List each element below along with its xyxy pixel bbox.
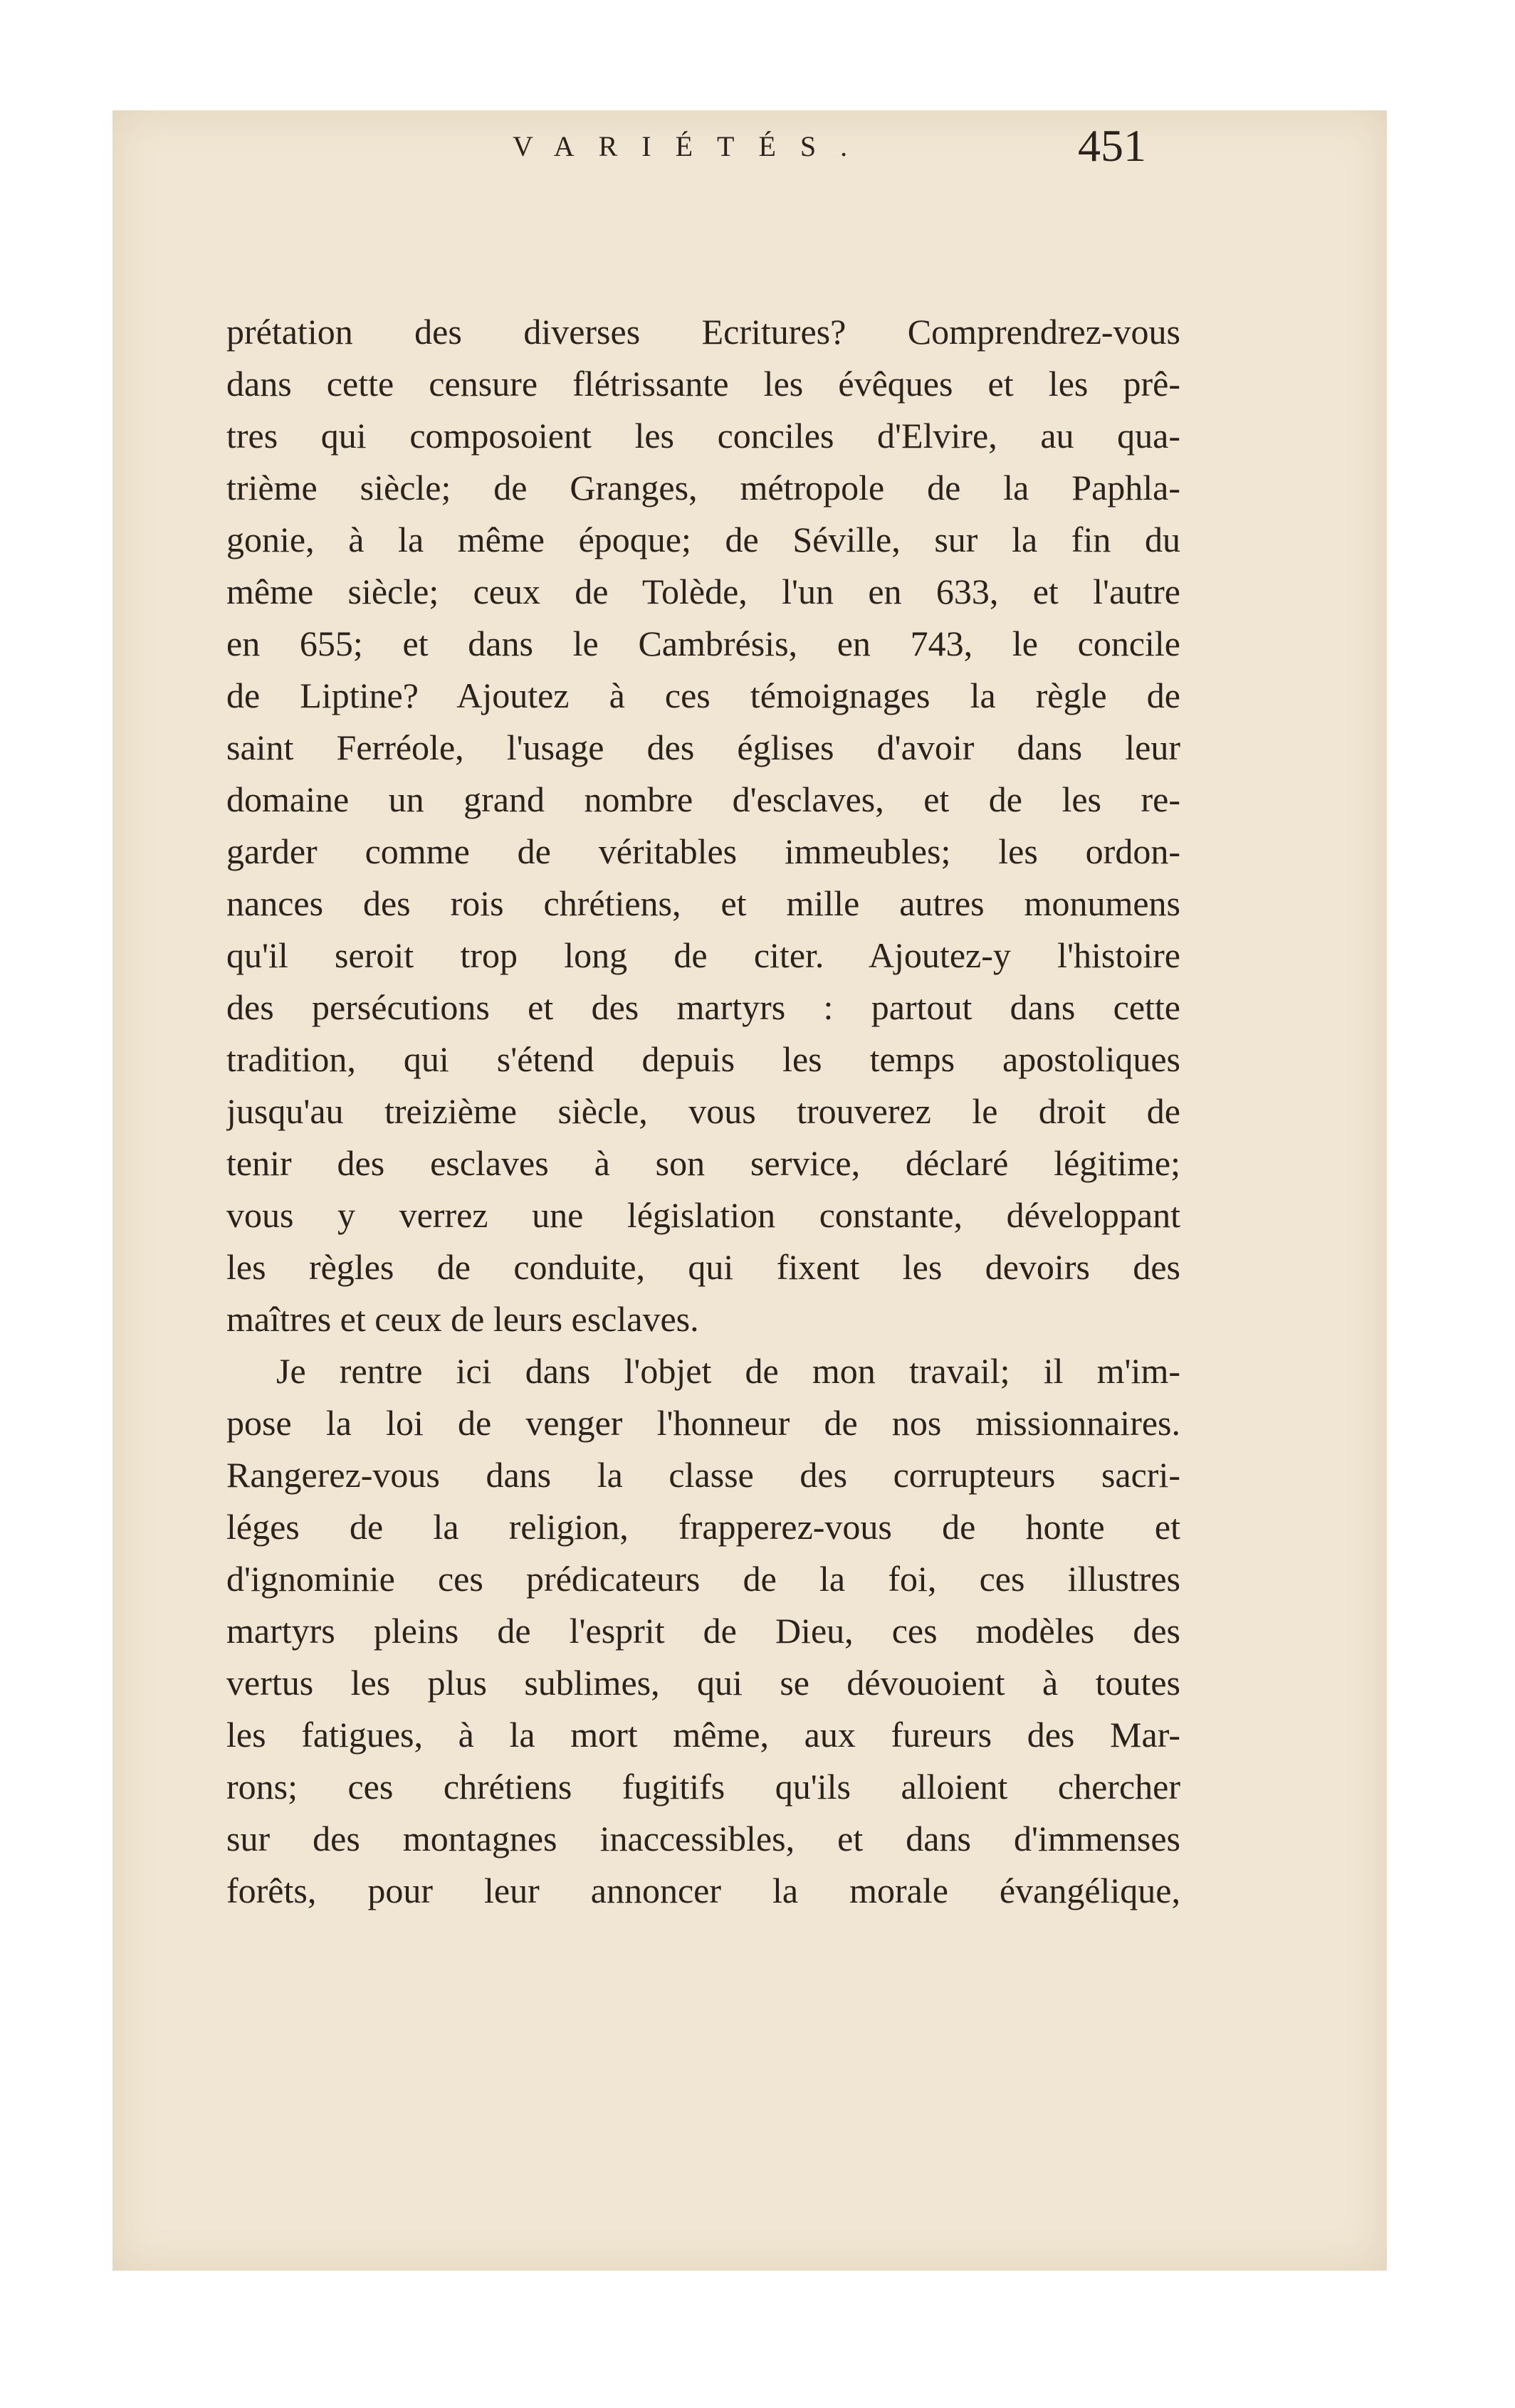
page-header bbox=[399, 120, 1175, 184]
text-line: saint Ferréole, l'usage des églises d'avoir dans leur bbox=[226, 727, 1180, 767]
text-line: tres qui composoient les conciles d'Elvire, au qua- bbox=[226, 416, 1180, 456]
text-line: tradition, qui s'étend depuis les temps apostoliques bbox=[226, 1039, 1180, 1079]
text-line: même siècle; ceux de Tolède, l'un en 633, et l'autre bbox=[226, 572, 1180, 611]
text-line: pose la loi de venger l'honneur de nos missionnaires. bbox=[226, 1403, 1180, 1443]
text-line: vous y verrez une législation constante, développant bbox=[226, 1195, 1180, 1235]
text-line: dans cette censure flétrissante les évêques et les prê- bbox=[226, 364, 1180, 404]
text-line: Rangerez-vous dans la classe des corrupteurs sacri- bbox=[226, 1455, 1180, 1495]
text-line: les règles de conduite, qui fixent les devoirs des bbox=[226, 1247, 1180, 1287]
text-line: prétation des diverses Ecritures? Comprendrez-vous bbox=[226, 312, 1180, 352]
text-line: trième siècle; de Granges, métropole de la Paphla- bbox=[226, 468, 1180, 508]
text-line: maîtres et ceux de leurs esclaves. bbox=[226, 1299, 699, 1339]
text-line: sur des montagnes inaccessibles, et dans d'immenses bbox=[226, 1819, 1180, 1858]
text-line: Je rentre ici dans l'objet de mon travail; il m'im- bbox=[276, 1351, 1180, 1391]
text-line: garder comme de véritables immeubles; les ordon- bbox=[226, 831, 1180, 871]
text-line: léges de la religion, frapperez-vous de honte et bbox=[226, 1507, 1180, 1547]
text-line: des persécutions et des martyrs : partout dans cette bbox=[226, 987, 1180, 1027]
running-title: VARIÉTÉS. bbox=[513, 130, 872, 162]
text-line: vertus les plus sublimes, qui se dévouoient à toutes bbox=[226, 1663, 1180, 1703]
text-line: les fatigues, à la mort même, aux fureurs des Mar- bbox=[226, 1715, 1180, 1755]
text-line: rons; ces chrétiens fugitifs qu'ils alloient chercher bbox=[226, 1767, 1180, 1807]
text-line: forêts, pour leur annoncer la morale évangélique, bbox=[226, 1871, 1180, 1910]
text-line: nances des rois chrétiens, et mille autres monumens bbox=[226, 883, 1180, 923]
text-line: martyrs pleins de l'esprit de Dieu, ces modèles des bbox=[226, 1611, 1180, 1651]
text-line: tenir des esclaves à son service, déclaré légitime; bbox=[226, 1143, 1180, 1183]
body-text bbox=[226, 306, 1180, 1917]
text-line: qu'il seroit trop long de citer. Ajoutez-y l'histoire bbox=[226, 935, 1180, 975]
text-line: domaine un grand nombre d'esclaves, et de les re- bbox=[226, 779, 1180, 819]
text-line: gonie, à la même époque; de Séville, sur la fin du bbox=[226, 520, 1180, 559]
text-line: de Liptine? Ajoutez à ces témoignages la règle de bbox=[226, 675, 1180, 715]
text-line: d'ignominie ces prédicateurs de la foi, ces illustres bbox=[226, 1559, 1180, 1599]
text-line: jusqu'au treizième siècle, vous trouverez le droit de bbox=[226, 1091, 1180, 1131]
text-line: en 655; et dans le Cambrésis, en 743, le concile bbox=[226, 624, 1180, 663]
page-number: 451 bbox=[1078, 120, 1146, 171]
